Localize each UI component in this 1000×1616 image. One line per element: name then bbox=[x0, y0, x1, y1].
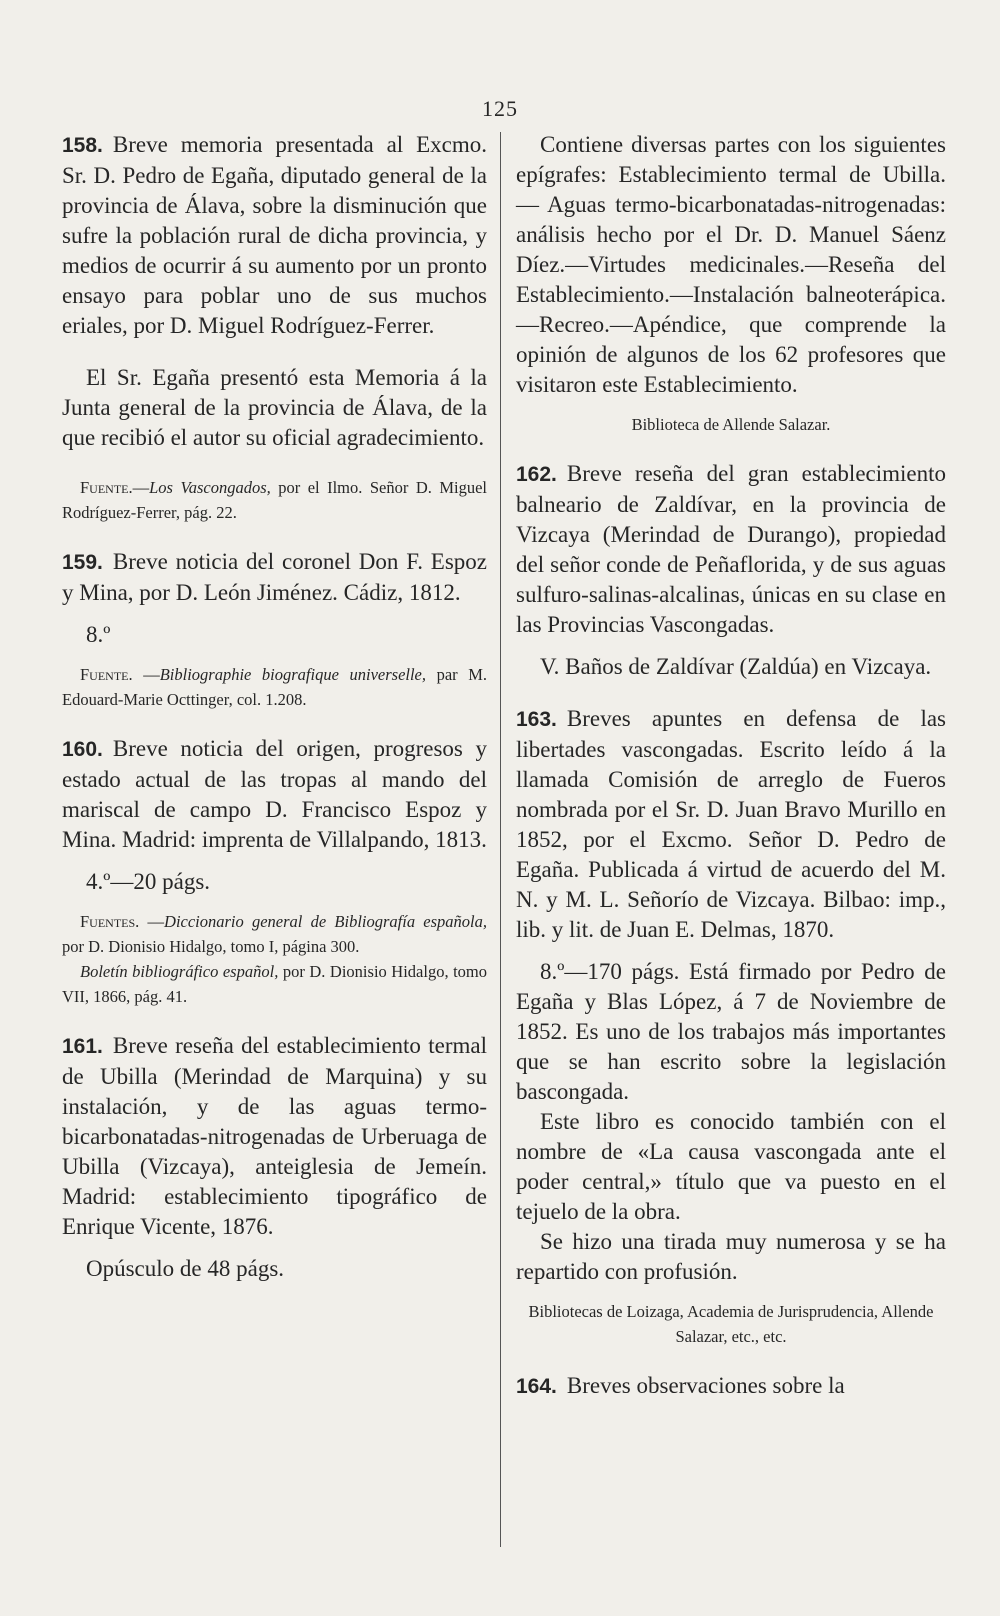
entry-159 bbox=[62, 547, 487, 712]
source-label: Fuentes. — bbox=[80, 912, 165, 931]
entry-161-continued bbox=[516, 130, 946, 437]
entry-160 bbox=[62, 734, 487, 1009]
entry-number: 160. bbox=[62, 738, 103, 761]
entry-library: Bibliotecas de Loizaga, Academia de Jurisprudencia, Allende Salazar, etc., etc. bbox=[528, 1302, 934, 1346]
entry-note: El Sr. Egaña presentó esta Memoria á la Junta general de la provincia de Álava, de la que recibió el autor su oficial agradecimiento. bbox=[62, 365, 487, 450]
source-title: Diccionario general de Bibliografía española, bbox=[164, 912, 487, 931]
entry-158 bbox=[62, 130, 487, 525]
entry-number: 162. bbox=[516, 463, 557, 486]
entry-163 bbox=[516, 704, 946, 1349]
entry-note: Se hizo una tirada muy numerosa y se ha repartido con profusión. bbox=[516, 1229, 946, 1284]
entry-note: Este libro es conocido también con el nombre de «La causa vascongada ante el poder central,» título que va puesto en el tejuelo de la obra. bbox=[516, 1109, 946, 1224]
source-title: Bibliographie biografique universelle, bbox=[159, 665, 427, 684]
source-rest: por D. Dionisio Hidalgo, tomo I, página 300. bbox=[62, 937, 360, 956]
entry-source-2 bbox=[62, 959, 487, 1009]
entry-format-note: 8.º—170 págs. Está firmado por Pedro de Egaña y Blas López, á 7 de Noviembre de 1852. Es uno de los trabajos más importantes que se han escrito sobre la legislación bascongada. bbox=[516, 959, 946, 1104]
entry-library: Biblioteca de Allende Salazar. bbox=[631, 415, 831, 434]
source-rest: por el Ilmo. Señor D. Miguel Rodríguez-Ferrer, pág. 22. bbox=[62, 478, 488, 522]
entry-contents: Contiene diversas partes con los siguientes epígrafes: Establecimiento termal de Ubilla. — Aguas termo-bicarbonatadas-nitrogenadas: análisis hecho por el Dr. D. Manuel Sáenz Díez.—Virtudes medicinales.—Reseña del Establecimiento.—Instalación balneoterápica.—Recreo.—Apéndice, que comprende la opinión de algunos de los 62 profesores que visitaron este Establecimiento. bbox=[516, 132, 946, 397]
entry-title bbox=[62, 1031, 487, 1242]
entry-source bbox=[62, 662, 487, 712]
source-rest: par M. Edouard-Marie Octtinger, col. 1.208. bbox=[62, 665, 488, 709]
source-title: Los Vascongados, bbox=[149, 478, 271, 497]
right-column bbox=[516, 130, 946, 1424]
entry-number: 159. bbox=[62, 551, 103, 574]
entry-title-text: Breve reseña del establecimiento termal de Ubilla (Merindad de Marquina) y su instalación, y de las aguas termo-bicarbonatadas-nitrogenadas de Urberuaga de Ubilla (Vizcaya), anteiglesia de Jemeín. Madrid: establecimiento tipográfico de Enrique Vicente, 1876. bbox=[62, 1033, 487, 1239]
entry-number: 161. bbox=[62, 1035, 103, 1058]
entry-format: Opúsculo de 48 págs. bbox=[86, 1256, 285, 1281]
source-label: Fuente. — bbox=[80, 665, 160, 684]
entry-title bbox=[62, 547, 487, 608]
left-column bbox=[62, 130, 487, 1306]
entry-164 bbox=[516, 1371, 946, 1402]
entry-title-text: Breve memoria presentada al Excmo. Sr. D. Pedro de Egaña, diputado general de la provincia de Álava, sobre la disminución que sufre la población rural de dicha provincia, y medios de ocurrir á su aumento por un pronto ensayo para poblar uno de sus muchos eriales, por D. Miguel Rodríguez-Ferrer. bbox=[62, 132, 487, 338]
entry-161 bbox=[62, 1031, 487, 1284]
page-number: 125 bbox=[482, 96, 518, 121]
entry-format: 4.º—20 págs. bbox=[86, 869, 211, 894]
source-label: Fuente.— bbox=[80, 478, 150, 497]
entry-title bbox=[516, 704, 946, 945]
entry-title-text: Breve noticia del coronel Don F. Espoz y Mina, por D. León Jiménez. Cádiz, 1812. bbox=[62, 549, 487, 605]
entry-format: 8.º bbox=[86, 622, 111, 647]
entry-title-text: Breves apuntes en defensa de las libertades vascongadas. Escrito leído á la llamada Comisión de arreglo de Fueros nombrada por el Sr. D. Juan Bravo Murillo en 1852, por el Excmo. Señor D. Pedro de Egaña. Publicada á virtud de acuerdo del M. N. y M. L. Señorío de Vizcaya. Bilbao: imp., lib. y lit. de Juan E. Delmas, 1870. bbox=[516, 706, 946, 942]
entry-note: V. Baños de Zaldívar (Zaldúa) en Vizcaya. bbox=[540, 654, 932, 679]
entry-number: 163. bbox=[516, 708, 557, 731]
entry-title bbox=[516, 459, 946, 640]
entry-title bbox=[516, 1371, 946, 1402]
source-title: Boletín bibliográfico español, bbox=[80, 962, 279, 981]
entry-title-text: Breves observaciones sobre la bbox=[566, 1373, 845, 1398]
column-divider bbox=[500, 132, 501, 1547]
entry-title-text: Breve reseña del gran establecimiento balneario de Zaldívar, en la provincia de Vizcaya (Merindad de Durango), propiedad del señor conde de Peñaflorida, y de sus aguas sulfuro-salinas-alcalinas, únicas en su clase en las Provincias Vascongadas. bbox=[516, 461, 946, 637]
source-rest: por D. Dionisio Hidalgo, tomo VII, 1866, pág. 41. bbox=[62, 962, 488, 1006]
entry-title bbox=[62, 734, 487, 855]
entry-number: 164. bbox=[516, 1375, 557, 1398]
entry-title bbox=[62, 130, 487, 341]
entry-source bbox=[62, 475, 487, 525]
entry-number: 158. bbox=[62, 134, 103, 157]
entry-source bbox=[62, 909, 487, 959]
entry-title-text: Breve noticia del origen, progresos y estado actual de las tropas al mando del mariscal de campo D. Francisco Espoz y Mina. Madrid: imprenta de Villalpando, 1813. bbox=[62, 736, 487, 852]
entry-162 bbox=[516, 459, 946, 682]
